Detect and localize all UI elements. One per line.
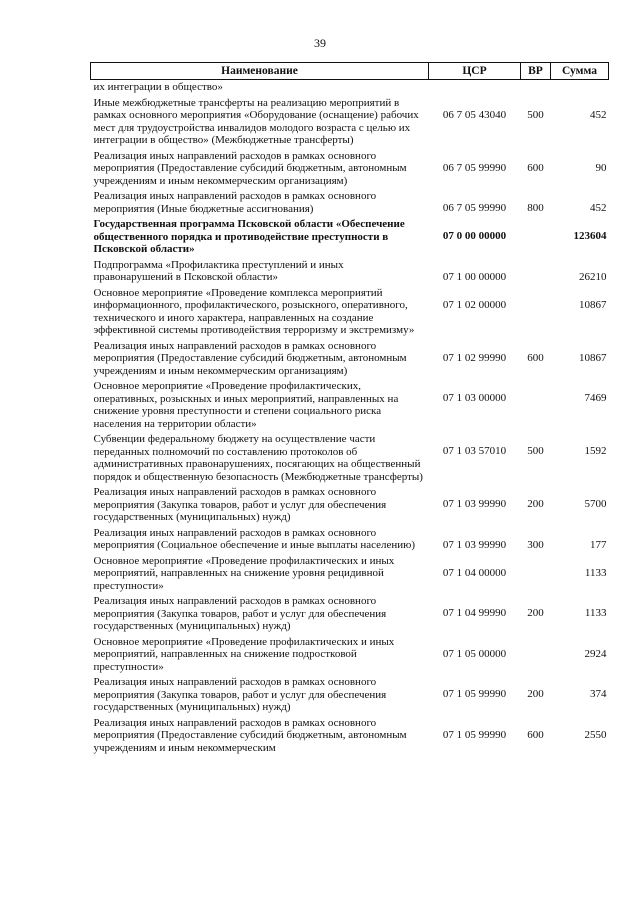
table-row <box>91 527 609 555</box>
row-vr <box>521 259 551 287</box>
row-csr: 07 1 03 99990 <box>442 498 507 510</box>
row-vr <box>521 555 551 596</box>
row-csr: 06 7 05 99990 <box>442 161 507 174</box>
row-sum: 123604 <box>573 230 607 242</box>
row-sum: 177 <box>590 538 607 551</box>
row-name: Реализация иных направлений расходов в рамках основного мероприятия (Предоставление субсидий бюджетным, автономным учреждениям и иным некоммерческим организациям) <box>93 339 407 377</box>
table-row <box>91 636 609 677</box>
row-name: Основное мероприятие «Проведение комплекса мероприятий информационного, профилактического, розыскного, оперативного, технического и иного характера, направленных на создание эффективной системы противодействия терроризму и экстремизму» <box>93 286 415 336</box>
row-csr: 06 7 05 99990 <box>442 202 507 214</box>
row-csr: 07 1 05 99990 <box>442 688 507 700</box>
row-vr <box>521 287 551 340</box>
row-name: Иные межбюджетные трансферты на реализацию мероприятий в рамках основного мероприятия «Оборудование (оснащение) рабочих мест для трудоустройства инвалидов молодого возраста с целью их интеграции в общество» (Межбюджетные трансферты) <box>93 96 419 146</box>
row-sum: 10867 <box>579 298 607 311</box>
row-vr: 300 <box>527 538 544 551</box>
budget-table <box>90 62 609 757</box>
header-vr: ВР <box>521 63 551 80</box>
row-name: Подпрограмма «Профилактика преступлений и иных правонарушений в Псковской области» <box>93 258 344 283</box>
row-csr: 07 1 04 99990 <box>442 607 507 619</box>
row-sum: 10867 <box>579 351 607 364</box>
row-csr: 07 0 00 00000 <box>442 230 507 242</box>
row-name: Реализация иных направлений расходов в рамках основного мероприятия (Предоставление субсидий бюджетным, автономным учреждениям и иным некоммерческим организациям) <box>93 149 407 187</box>
table-row <box>91 190 609 218</box>
table-row <box>91 340 609 381</box>
row-sum <box>551 80 609 97</box>
row-name: их интеграции в общество» <box>93 81 223 93</box>
row-sum: 374 <box>590 688 607 700</box>
row-vr: 600 <box>527 351 544 364</box>
row-vr: 600 <box>527 728 544 741</box>
row-sum: 452 <box>590 202 607 214</box>
row-vr <box>521 80 551 97</box>
row-csr: 07 1 03 99990 <box>442 538 507 551</box>
row-sum: 2550 <box>584 728 607 741</box>
table-row <box>91 555 609 596</box>
table-row <box>91 433 609 486</box>
row-csr: 07 1 03 57010 <box>442 445 507 457</box>
row-name: Реализация иных направлений расходов в рамках основного мероприятия (Закупка товаров, работ и услуг для обеспечения государственных (муниципальных) нужд) <box>93 676 387 713</box>
row-name: Государственная программа Псковской области «Обеспечение общественного порядка и противодействие преступности в Псковской области» <box>93 218 405 255</box>
page-number: 39 <box>314 36 326 50</box>
row-sum: 1592 <box>584 445 607 457</box>
row-sum: 1133 <box>584 566 607 579</box>
row-sum: 26210 <box>579 270 607 283</box>
row-sum: 452 <box>590 108 607 121</box>
row-name: Основное мероприятие «Проведение профилактических, оперативных, розыскных и иных мероприятий, направленных на снижение уровня преступности и степени социального риска населения на территории области» <box>93 380 399 430</box>
row-name: Основное мероприятие «Проведение профилактических и иных мероприятий, направленных на снижение подростковой преступности» <box>93 635 395 673</box>
table-row <box>91 380 609 433</box>
row-vr: 800 <box>527 202 544 214</box>
table-row <box>91 676 609 717</box>
row-vr: 200 <box>527 498 544 510</box>
row-vr: 600 <box>527 161 544 174</box>
header-sum: Сумма <box>551 63 609 80</box>
table-row <box>91 80 609 97</box>
row-vr <box>521 218 551 259</box>
row-name: Реализация иных направлений расходов в рамках основного мероприятия (Иные бюджетные ассигнования) <box>93 190 377 215</box>
row-csr: 06 7 05 43040 <box>442 108 507 121</box>
row-csr: 07 1 05 00000 <box>442 647 507 660</box>
row-name: Реализация иных направлений расходов в рамках основного мероприятия (Социальное обеспечение и иные выплаты населению) <box>93 526 416 551</box>
row-vr: 200 <box>527 688 544 700</box>
row-csr: 07 1 02 00000 <box>442 298 507 311</box>
row-name: Реализация иных направлений расходов в рамках основного мероприятия (Закупка товаров, работ и услуг для обеспечения государственных (муниципальных) нужд) <box>93 595 387 632</box>
row-csr: 07 1 05 99990 <box>442 728 507 741</box>
row-name: Реализация иных направлений расходов в рамках основного мероприятия (Закупка товаров, работ и услуг для обеспечения государственных (муниципальных) нужд) <box>93 486 387 523</box>
table-row <box>91 486 609 527</box>
row-vr: 500 <box>527 108 544 121</box>
table-row <box>91 218 609 259</box>
header-name: Наименование <box>91 63 429 80</box>
table-row <box>91 717 609 758</box>
row-vr <box>521 380 551 433</box>
table-header <box>91 63 609 80</box>
row-sum: 7469 <box>584 392 607 404</box>
table-row <box>91 595 609 636</box>
table-row <box>91 97 609 150</box>
row-csr: 07 1 02 99990 <box>442 351 507 364</box>
row-name: Реализация иных направлений расходов в рамках основного мероприятия (Предоставление субсидий бюджетным, автономным учреждениям и иным некоммерческим <box>93 716 407 754</box>
row-name: Субвенции федеральному бюджету на осуществление части переданных полномочий по составлению протоколов об административных правонарушениях, посягающих на общественный порядок и общественную безопасность (Межбюджетные трансферты) <box>93 433 423 483</box>
row-csr: 07 1 04 00000 <box>442 566 507 579</box>
table-row <box>91 287 609 340</box>
row-sum: 90 <box>595 161 607 174</box>
table-row <box>91 259 609 287</box>
header-csr: ЦСР <box>429 63 521 80</box>
row-vr <box>521 636 551 677</box>
row-csr: 07 1 03 00000 <box>442 392 507 404</box>
table-body <box>91 80 609 758</box>
row-vr: 500 <box>527 445 544 457</box>
row-vr: 200 <box>527 607 544 619</box>
row-sum: 2924 <box>584 647 607 660</box>
table-row <box>91 150 609 191</box>
row-sum: 1133 <box>584 607 607 619</box>
row-sum: 5700 <box>584 498 607 510</box>
row-csr <box>429 80 521 97</box>
row-csr: 07 1 00 00000 <box>442 270 507 283</box>
row-name: Основное мероприятие «Проведение профилактических и иных мероприятий, направленных на снижение уровня рецидивной преступности» <box>93 554 395 592</box>
